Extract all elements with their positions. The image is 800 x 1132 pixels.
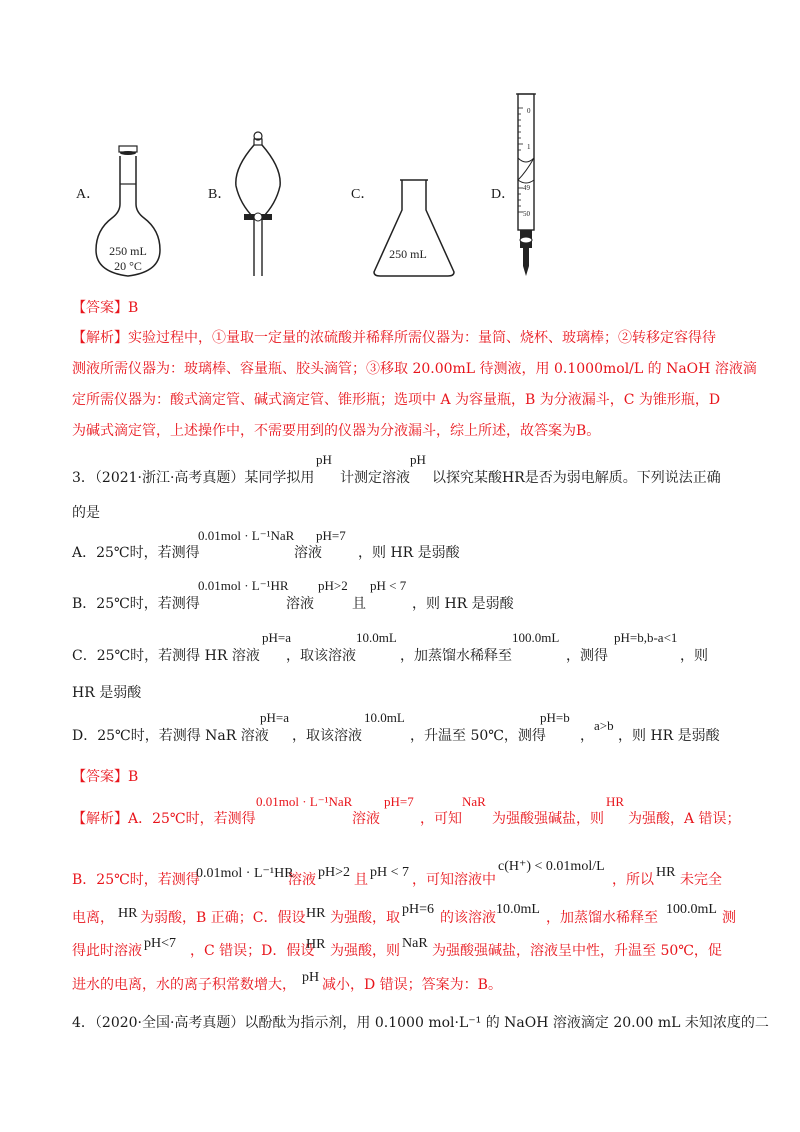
q3-option-a-suffix: ，则 HR 是弱酸 <box>358 545 460 561</box>
q3-option-c-line2: HR 是弱酸 <box>72 685 142 701</box>
q3-stem-ph1: pH <box>316 452 332 467</box>
q3-analysis-l3-mid-3: 的该溶液 <box>440 910 496 926</box>
q3-option-c-prefix: C．25℃时，若测得 HR 溶液 <box>72 648 260 664</box>
q3-analysis-l4-formula-3: NaR <box>402 936 428 951</box>
q3-option-d-mid3: ， <box>580 728 594 744</box>
q3-analysis-l4-pre: 得此时溶液 <box>72 943 142 959</box>
q3-option-b-suffix: ，则 HR 是弱酸 <box>412 596 514 612</box>
q3-stem-part3: 以探究某酸HR是否为弱电解质。下列说法正确 <box>432 470 721 486</box>
q3-analysis-l3-formula-2: HR <box>306 906 326 921</box>
q3-analysis-l1-mid-2: ，可知 <box>420 811 462 827</box>
q2-analysis-line-3: 定所需仪器为：酸式滴定管、碱式滴定管、锥形瓶；选项中 A 为容量瓶，B 为分液漏斗，C 为锥形瓶，D <box>72 392 721 408</box>
q3-option-c-mid3: ，测得 <box>566 648 608 664</box>
q3-stem-part2: 计测定溶液 <box>340 470 410 486</box>
q3-stem-ph2: pH <box>410 452 426 467</box>
q3-stem-line2: 的是 <box>72 505 100 521</box>
flask-temp-text: 20 °C <box>114 259 142 273</box>
q3-analysis-l2-formula-2: pH>2 <box>318 865 351 880</box>
q3-option-b-mid2: 且 <box>352 596 366 612</box>
q3-analysis-l2-pre: B．25℃时，若测得 <box>72 872 200 888</box>
q3-option-d-mid: ，取该溶液 <box>292 728 362 744</box>
q3-analysis-l2-mid-1: 溶液 <box>288 872 316 888</box>
q2-answer: 【答案】B <box>72 300 139 316</box>
q2-analysis-line-4: 为碱式滴定管，上述操作中，不需要用到的仪器为分液漏斗，综上所述，故答案为B。 <box>72 423 601 439</box>
q3-option-b-formula-3: pH < 7 <box>370 578 407 593</box>
q3-option-d-prefix: D．25℃时，若测得 NaR 溶液 <box>72 728 269 744</box>
q3-option-c-formula-1: pH=a <box>262 630 291 645</box>
option-c-label: C． <box>351 187 375 202</box>
burette-image <box>506 92 546 278</box>
q3-analysis-l1-post: 为强酸，A 错误； <box>628 811 741 827</box>
q3-analysis-l2-post: 未完全 <box>680 872 722 888</box>
burette-mark-0: 0 <box>527 107 531 115</box>
q3-stem-part1: 3．（2021·浙江·高考真题）某同学拟用 <box>72 470 315 486</box>
q3-option-b-mid: 溶液 <box>286 596 314 612</box>
q3-option-d-formula-3: pH=b <box>540 710 570 725</box>
q3-analysis-l1-formula-1: 0.01mol · L⁻¹NaR <box>256 794 353 809</box>
q3-analysis-l2-formula-5: HR <box>656 865 676 880</box>
q3-analysis-l3-pre: 电离， <box>72 910 114 926</box>
q3-analysis-l2-mid-3: ，可知溶液中 <box>412 872 496 888</box>
q3-option-a-formula-1: 0.01mol · L⁻¹NaR <box>198 528 295 543</box>
q3-option-d-formula-2: 10.0mL <box>364 710 405 725</box>
q3-analysis-l5-post: 减小，D 错误；答案为：B。 <box>322 977 502 993</box>
flask-volume-text: 250 mL <box>109 244 147 258</box>
q3-analysis-l3-post: 测 <box>722 910 736 926</box>
q3-option-b-prefix: B．25℃时，若测得 <box>72 596 200 612</box>
burette-mark-50: 50 <box>523 210 530 218</box>
q3-option-c-formula-3: 100.0mL <box>512 630 560 645</box>
option-d-label: D． <box>491 187 516 202</box>
burette-mark-1: 1 <box>527 143 531 151</box>
q3-option-b-formula-2: pH>2 <box>318 578 348 593</box>
q3-analysis-l1-formula-3: NaR <box>462 794 486 809</box>
volumetric-flask-image <box>92 142 164 282</box>
q3-analysis-l1-pre: 【解析】A．25℃时，若测得 <box>72 811 256 827</box>
q3-option-c-formula-2: 10.0mL <box>356 630 397 645</box>
q3-analysis-l5-formula-1: pH <box>302 970 320 985</box>
q3-analysis-l1-formula-4: HR <box>606 794 625 809</box>
q3-analysis-l3-mid-4: ，加蒸馏水稀释至 <box>546 910 658 926</box>
q3-analysis-l3-mid-1: 为弱酸，B 正确；C．假设 <box>140 910 306 926</box>
q3-analysis-l1-mid-1: 溶液 <box>352 811 380 827</box>
q3-option-c-mid: ，取该溶液 <box>286 648 356 664</box>
q4-stem: 4．（2020·全国·高考真题）以酚酞为指示剂，用 0.1000 mol·L⁻¹ 的 NaOH 溶液滴定 20.00 mL 未知浓度的二 <box>72 1015 769 1031</box>
q3-analysis-l2-formula-3: pH < 7 <box>370 865 410 880</box>
erlenmeyer-flask-image <box>368 176 460 280</box>
q3-analysis-l5-pre: 进水的电离，水的离子积常数增大， <box>72 977 296 993</box>
q3-option-a-formula-2: pH=7 <box>316 528 346 543</box>
q3-option-d-formula-1: pH=a <box>260 710 289 725</box>
q3-analysis-l4-formula-2: HR <box>306 937 326 952</box>
q3-option-c-formula-4: pH=b,b-a<1 <box>614 630 678 645</box>
q3-analysis-l3-formula-3: pH=6 <box>402 902 435 917</box>
q3-answer: 【答案】B <box>72 769 139 785</box>
q3-analysis-l4-post: 为强酸强碱盐，溶液呈中性，升温至 50℃，促 <box>432 943 722 959</box>
q3-option-d-suffix: ，则 HR 是弱酸 <box>618 728 720 744</box>
q3-analysis-l1-formula-2: pH=7 <box>384 794 414 809</box>
q3-analysis-l4-mid-2: 为强酸，则 <box>330 943 400 959</box>
q3-analysis-l2-formula-1: 0.01mol · L⁻¹HR <box>196 866 294 881</box>
separatory-funnel-image <box>228 128 288 280</box>
q3-analysis-l3-formula-4: 10.0mL <box>496 902 540 917</box>
q2-analysis-line-2: 测液所需仪器为：玻璃棒、容量瓶、胶头滴管；③移取 20.00mL 待测液，用 0.1000mol/L 的 NaOH 溶液滴 <box>72 361 757 377</box>
q3-analysis-l3-mid-2: 为强酸，取 <box>330 910 400 926</box>
q3-option-c-suffix: ，则 <box>680 648 708 664</box>
q3-option-d-mid2: ，升温至 50℃，测得 <box>410 728 546 744</box>
q3-analysis-l4-formula-1: pH<7 <box>144 936 177 951</box>
q3-option-c-mid2: ，加蒸馏水稀释至 <box>400 648 512 664</box>
q2-analysis-line-1: 【解析】实验过程中，①量取一定量的浓硫酸并稀释所需仪器为：量筒、烧杯、玻璃棒；②转移定容得待 <box>72 330 716 346</box>
option-a-label: A． <box>76 187 101 202</box>
q3-option-a-mid: 溶液 <box>294 545 322 561</box>
q3-option-a-prefix: A．25℃时，若测得 <box>72 545 200 561</box>
q3-option-b-formula-1: 0.01mol · L⁻¹HR <box>198 578 289 593</box>
q3-analysis-l3-formula-5: 100.0mL <box>666 902 717 917</box>
q3-analysis-l4-mid-1: ，C 错误；D．假设 <box>190 943 315 959</box>
option-b-label: B． <box>208 187 232 202</box>
q3-analysis-l1-mid-3: 为强酸强碱盐，则 <box>492 811 604 827</box>
q3-analysis-l2-mid-2: 且 <box>354 872 368 888</box>
burette-mark-49: 49 <box>523 184 530 192</box>
q3-analysis-l2-mid-4: ，所以 <box>612 872 654 888</box>
q3-option-d-formula-4: a>b <box>594 718 614 733</box>
q3-analysis-l3-formula-1: HR <box>118 906 138 921</box>
conical-volume-text: 250 mL <box>389 247 427 261</box>
q3-analysis-l2-formula-4: c(H⁺) < 0.01mol/L <box>498 859 605 874</box>
